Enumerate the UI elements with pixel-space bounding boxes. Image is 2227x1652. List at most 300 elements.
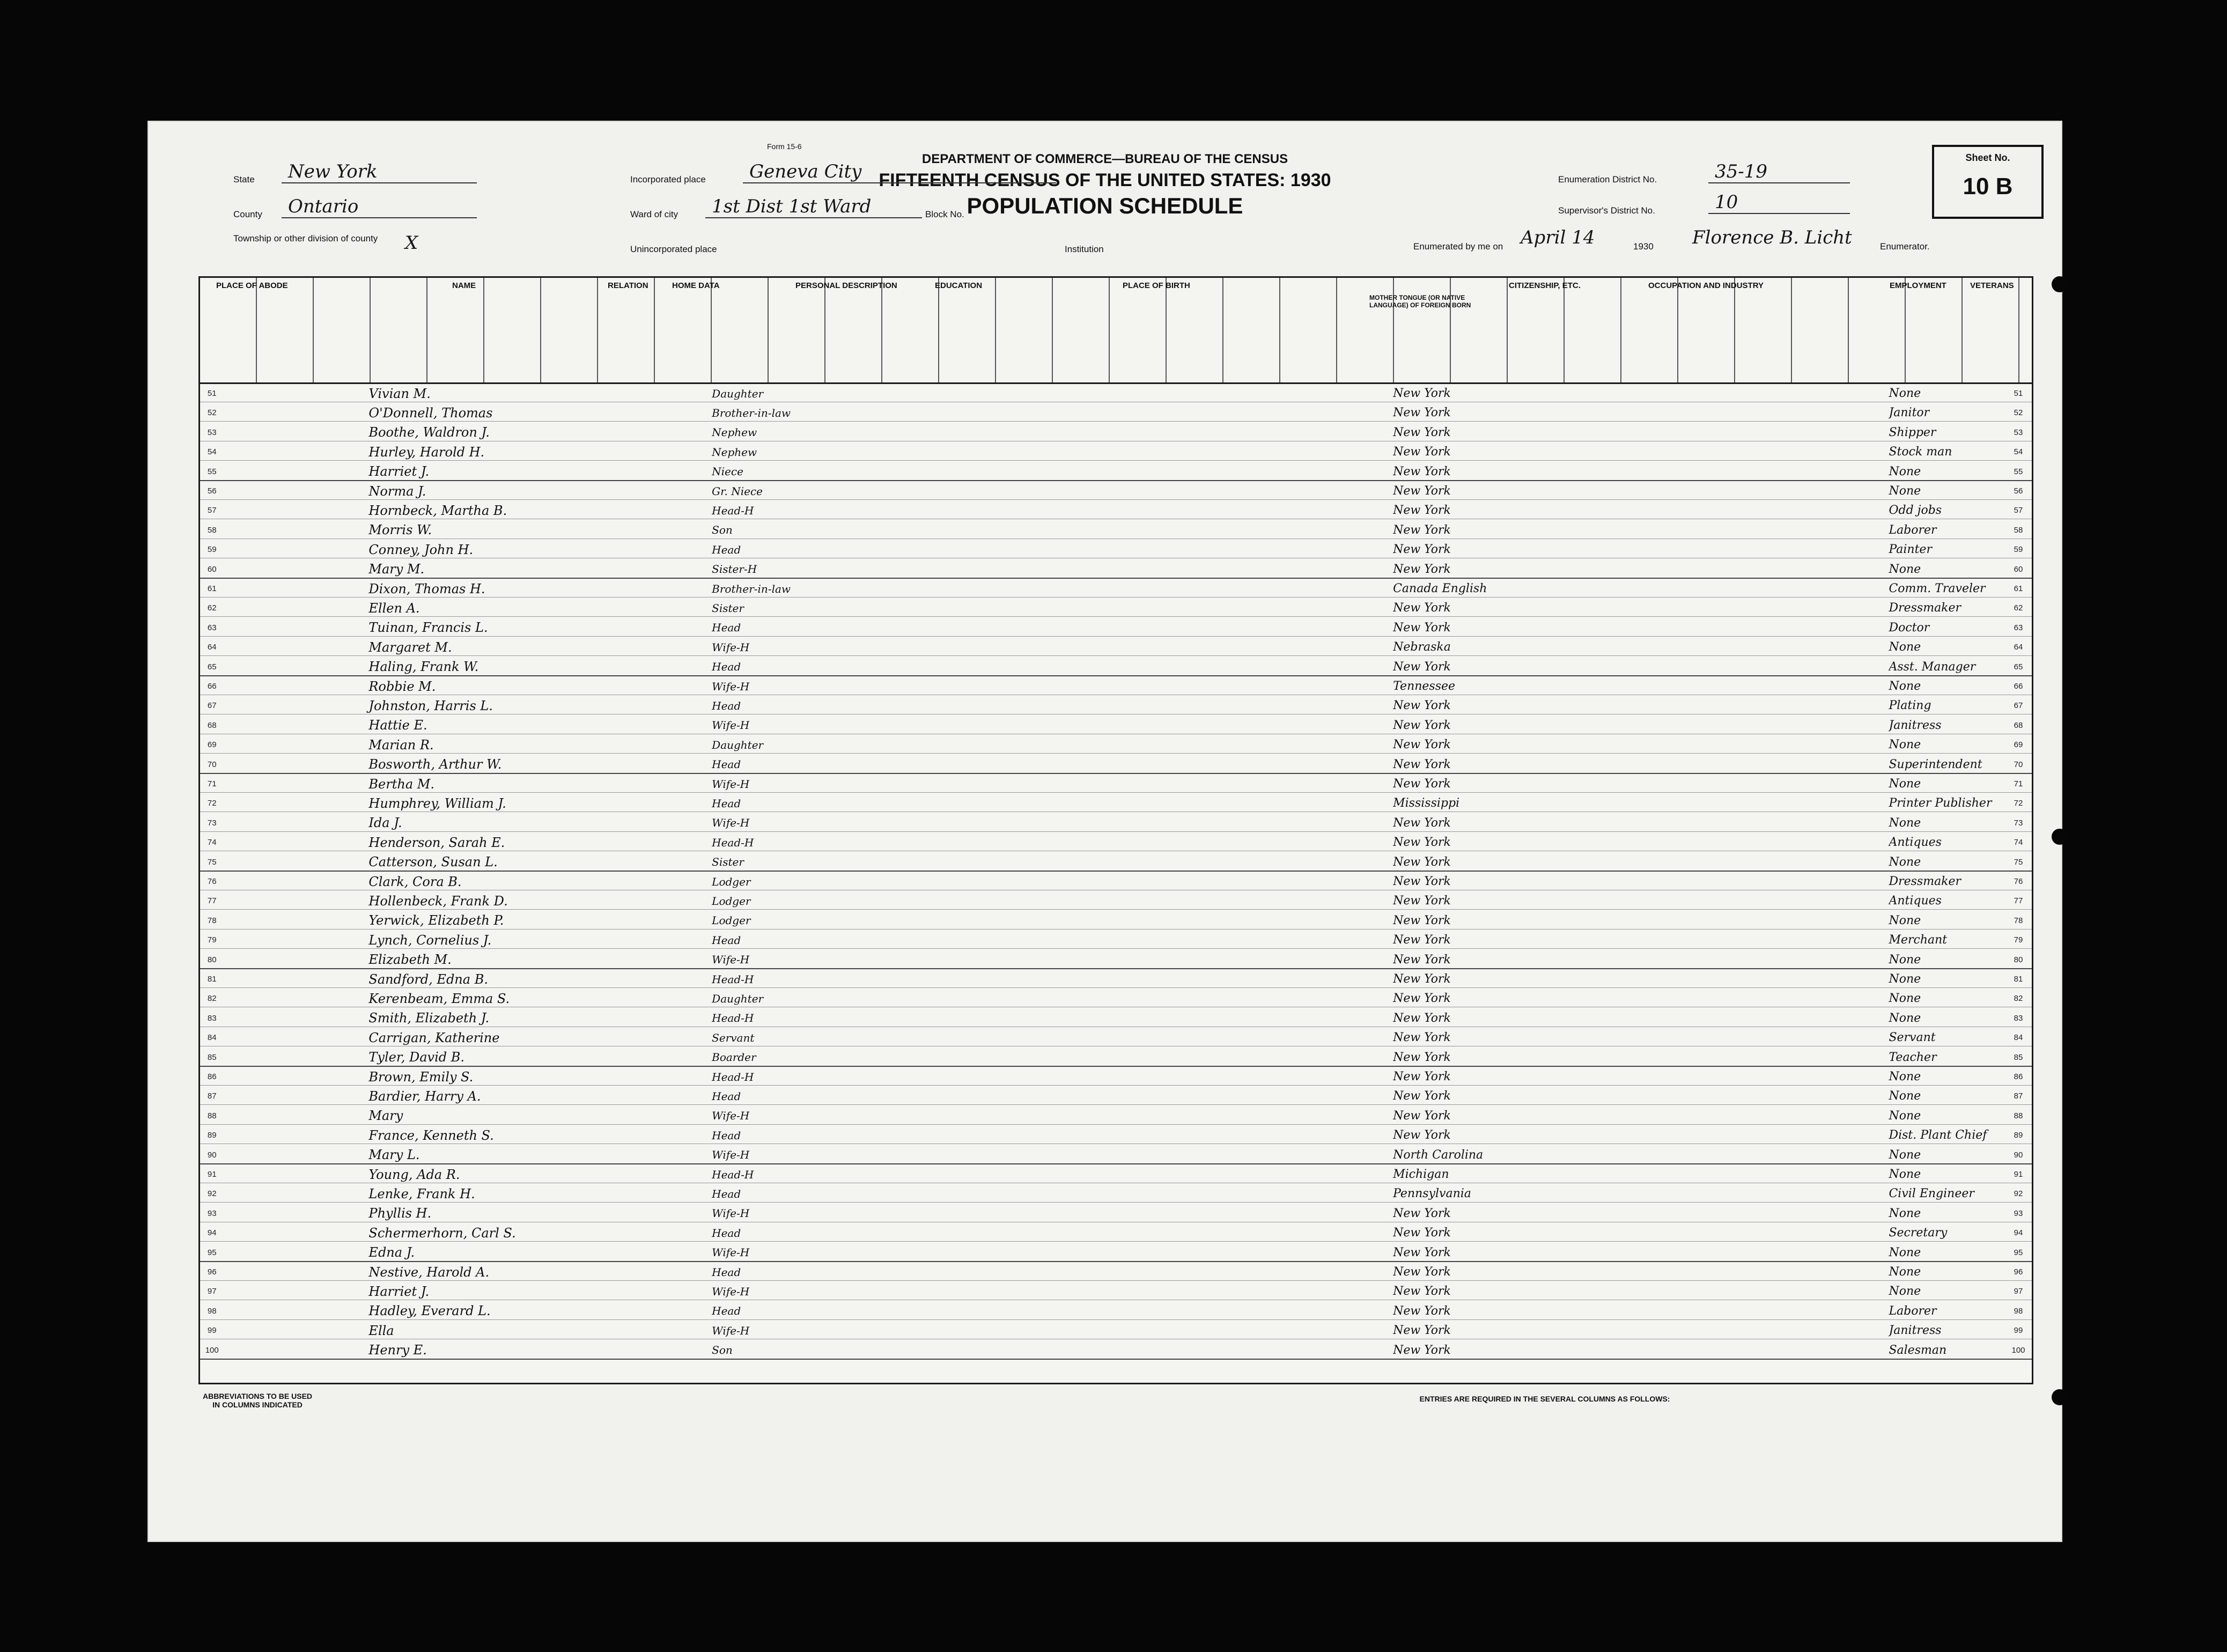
- person-name: O'Donnell, Thomas: [368, 405, 493, 421]
- relation: Wife-H: [712, 1285, 750, 1298]
- line-number: 100: [205, 1345, 219, 1355]
- abbreviations-title: ABBREVIATIONS TO BE USED IN COLUMNS INDICATED: [202, 1392, 313, 1409]
- supervisor-district-value: 10: [1708, 191, 1850, 214]
- line-number-right: 88: [2014, 1111, 2023, 1120]
- relation: Sister: [712, 601, 744, 615]
- occupation: None: [1889, 1245, 1921, 1259]
- relation: Head: [712, 933, 741, 947]
- colgroup-personal-description: PERSONAL DESCRIPTION: [795, 281, 897, 290]
- column-headers: [200, 278, 2032, 384]
- birthplace: New York: [1393, 1324, 1451, 1338]
- line-number: 53: [207, 427, 217, 437]
- person-name: Johnston, Harris L.: [368, 698, 493, 713]
- occupation: None: [1889, 738, 1921, 752]
- line-number: 71: [207, 779, 217, 788]
- person-name: Mary L.: [368, 1147, 420, 1163]
- line-number: 94: [207, 1228, 217, 1238]
- occupation: None: [1889, 680, 1921, 693]
- person-name: Dixon, Thomas H.: [368, 581, 485, 596]
- person-name: Smith, Elizabeth J.: [368, 1011, 490, 1026]
- occupation: Dist. Plant Chief: [1889, 1129, 1987, 1142]
- line-number-right: 71: [2014, 779, 2023, 788]
- line-number-right: 83: [2014, 1013, 2023, 1023]
- person-name: Clark, Cora B.: [368, 874, 462, 889]
- relation: Head-H: [712, 1168, 754, 1181]
- birthplace: New York: [1393, 953, 1451, 967]
- birthplace: New York: [1393, 621, 1451, 635]
- line-number: 64: [207, 643, 217, 652]
- birthplace: New York: [1393, 425, 1451, 439]
- line-number-right: 70: [2014, 759, 2023, 769]
- county-label: County: [233, 209, 262, 219]
- occupation: None: [1889, 816, 1921, 830]
- occupation: Shipper: [1889, 425, 1936, 439]
- ward-label: Ward of city: [630, 209, 679, 219]
- table-row: [200, 1068, 2032, 1086]
- person-name: Morris W.: [368, 522, 432, 538]
- table-row: [200, 1322, 2032, 1339]
- relation: Head: [712, 1089, 741, 1103]
- colgroup-citizenship: CITIZENSHIP, ETC.: [1509, 281, 1581, 290]
- birthplace: New York: [1393, 1031, 1451, 1045]
- occupation: Comm. Traveler: [1889, 582, 1986, 595]
- sheet-number-box: [1932, 145, 2044, 219]
- person-name: Elizabeth M.: [368, 952, 452, 968]
- footer: [198, 1386, 2030, 1521]
- occupation: Laborer: [1889, 1304, 1937, 1318]
- table-row: [200, 1283, 2032, 1300]
- line-number: 54: [207, 447, 217, 457]
- table-row: [200, 1088, 2032, 1105]
- table-row: [200, 463, 2032, 481]
- birthplace: New York: [1393, 504, 1451, 518]
- line-number-right: 56: [2014, 486, 2023, 496]
- occupation: None: [1889, 1206, 1921, 1220]
- person-name: Hattie E.: [368, 718, 427, 733]
- relation: Head-H: [712, 972, 754, 986]
- table-row: [200, 1127, 2032, 1144]
- relation: Head: [712, 660, 741, 674]
- relation: Head: [712, 1304, 741, 1318]
- line-number: 84: [207, 1033, 217, 1043]
- line-number-right: 59: [2014, 545, 2023, 555]
- table-row: [200, 873, 2032, 890]
- line-number: 97: [207, 1287, 217, 1296]
- relation: Wife-H: [712, 1207, 750, 1220]
- person-name: Conney, John H.: [368, 542, 474, 557]
- enumerator-name: Florence B. Licht: [1692, 227, 1852, 248]
- line-number: 68: [207, 720, 217, 730]
- birthplace: Canada English: [1393, 582, 1487, 595]
- relation: Head: [712, 1129, 741, 1142]
- line-number-right: 78: [2014, 916, 2023, 925]
- occupation: Laborer: [1889, 523, 1937, 537]
- occupation: Civil Engineer: [1889, 1187, 1974, 1201]
- line-number: 93: [207, 1208, 217, 1218]
- table-row: [200, 717, 2032, 734]
- person-name: Vivian M.: [368, 386, 431, 401]
- occupation: Superintendent: [1889, 757, 1982, 771]
- line-number-right: 67: [2014, 701, 2023, 711]
- person-name: Henderson, Sarah E.: [368, 835, 505, 850]
- sheet-label: Sheet No.: [1965, 152, 2010, 163]
- person-name: Ida J.: [368, 815, 402, 831]
- relation: Boarder: [712, 1051, 756, 1064]
- incorporated-label: Incorporated place: [630, 174, 706, 185]
- line-number: 55: [207, 467, 217, 476]
- line-number: 70: [207, 759, 217, 769]
- line-number: 90: [207, 1150, 217, 1160]
- population-table: [198, 276, 2033, 1384]
- block-label: Block No.: [925, 209, 964, 219]
- line-number: 58: [207, 525, 217, 535]
- occupation: None: [1889, 562, 1921, 576]
- line-number-right: 99: [2014, 1326, 2023, 1336]
- occupation: None: [1889, 484, 1921, 498]
- punch-hole-icon: [2052, 276, 2068, 292]
- punch-hole-icon: [2052, 829, 2068, 845]
- birthplace: New York: [1393, 601, 1451, 615]
- line-number-right: 65: [2014, 662, 2023, 672]
- line-number-right: 51: [2014, 389, 2023, 398]
- birthplace: Michigan: [1393, 1168, 1449, 1181]
- table-row: [200, 424, 2032, 441]
- occupation: Odd jobs: [1889, 504, 1942, 518]
- person-name: Young, Ada R.: [368, 1167, 460, 1182]
- birthplace: Pennsylvania: [1393, 1187, 1471, 1201]
- birthplace: New York: [1393, 1226, 1451, 1240]
- birthplace: New York: [1393, 387, 1451, 400]
- line-number: 85: [207, 1052, 217, 1062]
- relation: Head: [712, 1265, 741, 1279]
- enumerator-label: Enumerator.: [1880, 241, 1930, 252]
- person-name: Brown, Emily S.: [368, 1069, 474, 1085]
- occupation: Salesman: [1889, 1343, 1947, 1357]
- birthplace: New York: [1393, 836, 1451, 850]
- table-row: [200, 834, 2032, 851]
- line-number-right: 61: [2014, 584, 2023, 593]
- line-number: 63: [207, 623, 217, 632]
- colgroup-employment: EMPLOYMENT: [1890, 281, 1946, 290]
- relation: Lodger: [712, 914, 751, 927]
- table-row: [200, 736, 2032, 754]
- line-number: 60: [207, 564, 217, 574]
- table-row: [200, 1303, 2032, 1320]
- birthplace: Tennessee: [1393, 680, 1456, 693]
- census-title: FIFTEENTH CENSUS OF THE UNITED STATES: 1930: [879, 170, 1331, 190]
- birthplace: New York: [1393, 875, 1451, 888]
- occupation: Painter: [1889, 543, 1932, 557]
- occupation: None: [1889, 992, 1921, 1006]
- table-row: [200, 1108, 2032, 1125]
- line-number: 66: [207, 682, 217, 691]
- person-name: Boothe, Waldron J.: [368, 425, 490, 440]
- birthplace: New York: [1393, 1206, 1451, 1220]
- ward-value: 1st Dist 1st Ward: [705, 196, 922, 218]
- line-number: 67: [207, 701, 217, 711]
- line-number: 88: [207, 1111, 217, 1120]
- birthplace: New York: [1393, 738, 1451, 752]
- relation: Wife-H: [712, 719, 750, 732]
- occupation: Plating: [1889, 699, 1931, 713]
- line-number: 61: [207, 584, 217, 593]
- line-number-right: 72: [2014, 799, 2023, 808]
- relation: Son: [712, 1344, 733, 1357]
- table-row: [200, 1205, 2032, 1222]
- occupation: Merchant: [1889, 933, 1948, 947]
- occupation: Janitor: [1889, 406, 1930, 420]
- occupation: None: [1889, 953, 1921, 967]
- state-label: State: [233, 174, 255, 185]
- table-row: [200, 1147, 2032, 1164]
- table-row: [200, 404, 2032, 422]
- line-number: 73: [207, 818, 217, 828]
- occupation: Teacher: [1889, 1050, 1937, 1064]
- schedule-title: POPULATION SCHEDULE: [967, 193, 1243, 218]
- line-number-right: 82: [2014, 994, 2023, 1004]
- birthplace: New York: [1393, 757, 1451, 771]
- birthplace: New York: [1393, 1304, 1451, 1318]
- relation: Nephew: [712, 445, 757, 459]
- person-name: Tuinan, Francis L.: [368, 620, 488, 636]
- birthplace: North Carolina: [1393, 1148, 1484, 1162]
- birthplace: New York: [1393, 1343, 1451, 1357]
- birthplace: New York: [1393, 992, 1451, 1006]
- birthplace: Mississippi: [1393, 796, 1460, 810]
- relation: Head: [712, 543, 741, 556]
- relation: Wife-H: [712, 1109, 750, 1123]
- person-name: Kerenbeam, Emma S.: [368, 991, 510, 1006]
- occupation: None: [1889, 1070, 1921, 1083]
- person-name: Catterson, Susan L.: [368, 854, 498, 870]
- occupation: None: [1889, 855, 1921, 869]
- birthplace: New York: [1393, 913, 1451, 927]
- birthplace: New York: [1393, 660, 1451, 674]
- relation: Wife-H: [712, 1148, 750, 1162]
- colgroup-veterans: VETERANS: [1970, 281, 2014, 290]
- birthplace: New York: [1393, 1129, 1451, 1142]
- relation: Wife-H: [712, 640, 750, 654]
- line-number: 75: [207, 857, 217, 867]
- entries-required-title: ENTRIES ARE REQUIRED IN THE SEVERAL COLUMNS AS FOLLOWS:: [1419, 1395, 1670, 1403]
- occupation: Stock man: [1889, 445, 1952, 459]
- line-number-right: 81: [2014, 975, 2023, 984]
- birthplace: New York: [1393, 523, 1451, 537]
- enumeration-district-label: Enumeration District No.: [1558, 174, 1657, 185]
- line-number-right: 85: [2014, 1052, 2023, 1062]
- occupation: Janitress: [1889, 718, 1942, 732]
- table-row: [200, 912, 2032, 930]
- table-row: [200, 932, 2032, 949]
- line-number-right: 84: [2014, 1033, 2023, 1043]
- occupation: Dressmaker: [1889, 601, 1961, 615]
- birthplace: New York: [1393, 562, 1451, 576]
- table-row: [200, 561, 2032, 579]
- table-row: [200, 990, 2032, 1007]
- line-number: 80: [207, 955, 217, 964]
- person-name: Humphrey, William J.: [368, 795, 506, 811]
- line-number-right: 86: [2014, 1072, 2023, 1081]
- line-number-right: 58: [2014, 525, 2023, 535]
- relation: Gr. Niece: [712, 484, 763, 498]
- occupation: None: [1889, 640, 1921, 654]
- occupation: Secretary: [1889, 1226, 1948, 1240]
- person-name: Bardier, Harry A.: [368, 1088, 481, 1104]
- relation: Wife-H: [712, 816, 750, 830]
- line-number-right: 91: [2014, 1170, 2023, 1179]
- line-number-right: 52: [2014, 408, 2023, 418]
- birthplace: New York: [1393, 1265, 1451, 1279]
- person-name: Mary M.: [368, 562, 425, 577]
- line-number-right: 69: [2014, 740, 2023, 750]
- line-number: 81: [207, 975, 217, 984]
- table-row: [200, 756, 2032, 774]
- line-number-right: 68: [2014, 720, 2023, 730]
- relation: Brother-in-law: [712, 406, 791, 419]
- enumerated-date: April 14: [1521, 227, 1595, 248]
- person-name: Lenke, Frank H.: [368, 1186, 475, 1201]
- occupation: Servant: [1889, 1031, 1936, 1045]
- colgroup-place-of-birth: PLACE OF BIRTH: [1123, 281, 1190, 290]
- table-row: [200, 522, 2032, 539]
- relation: Head: [712, 1226, 741, 1240]
- line-number-right: 55: [2014, 467, 2023, 476]
- line-number: 65: [207, 662, 217, 672]
- occupation: None: [1889, 464, 1921, 478]
- enumerated-label: Enumerated by me on: [1413, 241, 1503, 252]
- table-row: [200, 795, 2032, 812]
- line-number-right: 60: [2014, 564, 2023, 574]
- birthplace: New York: [1393, 543, 1451, 557]
- person-name: Norma J.: [368, 483, 426, 499]
- person-name: Edna J.: [368, 1245, 415, 1260]
- table-row: [200, 639, 2032, 656]
- line-number: 91: [207, 1170, 217, 1179]
- colgroup-occupation: OCCUPATION AND INDUSTRY: [1648, 281, 1764, 290]
- person-name: Margaret M.: [368, 639, 452, 655]
- person-name: Harriet J.: [368, 464, 430, 480]
- occupation: None: [1889, 1148, 1921, 1162]
- colgroup-home-data: HOME DATA: [672, 281, 720, 290]
- occupation: Antiques: [1889, 836, 1942, 850]
- table-row: [200, 580, 2032, 598]
- person-name: Nestive, Harold A.: [368, 1264, 490, 1280]
- line-number: 57: [207, 506, 217, 515]
- person-name: Phyllis H.: [368, 1206, 432, 1221]
- relation: Head-H: [712, 504, 754, 517]
- person-name: Bertha M.: [368, 776, 434, 792]
- line-number: 51: [207, 389, 217, 398]
- table-row: [200, 1264, 2032, 1281]
- person-name: Carrigan, Katherine: [368, 1030, 500, 1045]
- occupation: None: [1889, 972, 1921, 986]
- relation: Daughter: [712, 992, 764, 1005]
- relation: Head: [712, 621, 741, 635]
- line-number-right: 92: [2014, 1189, 2023, 1199]
- person-name: Lynch, Cornelius J.: [368, 932, 492, 948]
- relation: Daughter: [712, 738, 764, 751]
- birthplace: New York: [1393, 933, 1451, 947]
- occupation: None: [1889, 777, 1921, 791]
- relation: Head: [712, 758, 741, 771]
- relation: Lodger: [712, 875, 751, 888]
- colgroup-name: NAME: [452, 281, 476, 290]
- table-row: [200, 697, 2032, 714]
- birthplace: New York: [1393, 894, 1451, 908]
- line-number-right: 96: [2014, 1267, 2023, 1277]
- line-number: 69: [207, 740, 217, 750]
- occupation: None: [1889, 913, 1921, 927]
- unincorporated-label: Unincorporated place: [630, 244, 717, 254]
- state-value: New York: [282, 161, 477, 183]
- birthplace: New York: [1393, 445, 1451, 459]
- line-number-right: 54: [2014, 447, 2023, 457]
- table-row: [200, 659, 2032, 676]
- relation: Wife-H: [712, 1246, 750, 1259]
- punch-hole-icon: [2052, 1389, 2068, 1405]
- table-row: [200, 893, 2032, 910]
- birthplace: New York: [1393, 855, 1451, 869]
- occupation: Dressmaker: [1889, 875, 1961, 888]
- occupation: Janitress: [1889, 1324, 1942, 1338]
- relation: Wife-H: [712, 777, 750, 791]
- line-number-right: 89: [2014, 1131, 2023, 1140]
- line-number-right: 66: [2014, 682, 2023, 691]
- colgroup-relation: RELATION: [608, 281, 648, 290]
- table-row: [200, 1244, 2032, 1262]
- line-number-right: 98: [2014, 1306, 2023, 1316]
- line-number-right: 93: [2014, 1208, 2023, 1218]
- table-row: [200, 952, 2032, 969]
- colgroup-place-of-abode: PLACE OF ABODE: [216, 281, 288, 290]
- person-name: Hurley, Harold H.: [368, 444, 485, 460]
- relation: Brother-in-law: [712, 582, 791, 595]
- relation: Head: [712, 699, 741, 712]
- county-value: Ontario: [282, 196, 477, 218]
- person-name: France, Kenneth S.: [368, 1127, 494, 1143]
- line-number: 98: [207, 1306, 217, 1316]
- birthplace: New York: [1393, 1109, 1451, 1123]
- relation: Nephew: [712, 426, 757, 439]
- line-number-right: 95: [2014, 1248, 2023, 1257]
- relation: Head: [712, 1187, 741, 1200]
- line-number: 96: [207, 1267, 217, 1277]
- table-row: [200, 854, 2032, 872]
- birthplace: New York: [1393, 406, 1451, 420]
- line-number-right: 97: [2014, 1287, 2023, 1296]
- line-number: 59: [207, 545, 217, 555]
- line-number-right: 76: [2014, 877, 2023, 886]
- relation: Niece: [712, 465, 743, 478]
- relation: Wife-H: [712, 680, 750, 693]
- person-name: Tyler, David B.: [368, 1050, 465, 1065]
- township-value: X: [405, 232, 418, 254]
- table-row: [200, 600, 2032, 617]
- line-number-right: 57: [2014, 506, 2023, 515]
- table-row: [200, 1185, 2032, 1203]
- line-number: 72: [207, 799, 217, 808]
- line-number: 92: [207, 1189, 217, 1199]
- table-row: [200, 620, 2032, 637]
- table-row: [200, 971, 2032, 988]
- line-number: 87: [207, 1092, 217, 1101]
- person-name: Schermerhorn, Carl S.: [368, 1225, 516, 1241]
- table-row: [200, 502, 2032, 519]
- line-number: 89: [207, 1131, 217, 1140]
- incorporated-value: Geneva City: [743, 161, 1056, 183]
- occupation: None: [1889, 1089, 1921, 1103]
- occupation: Antiques: [1889, 894, 1942, 908]
